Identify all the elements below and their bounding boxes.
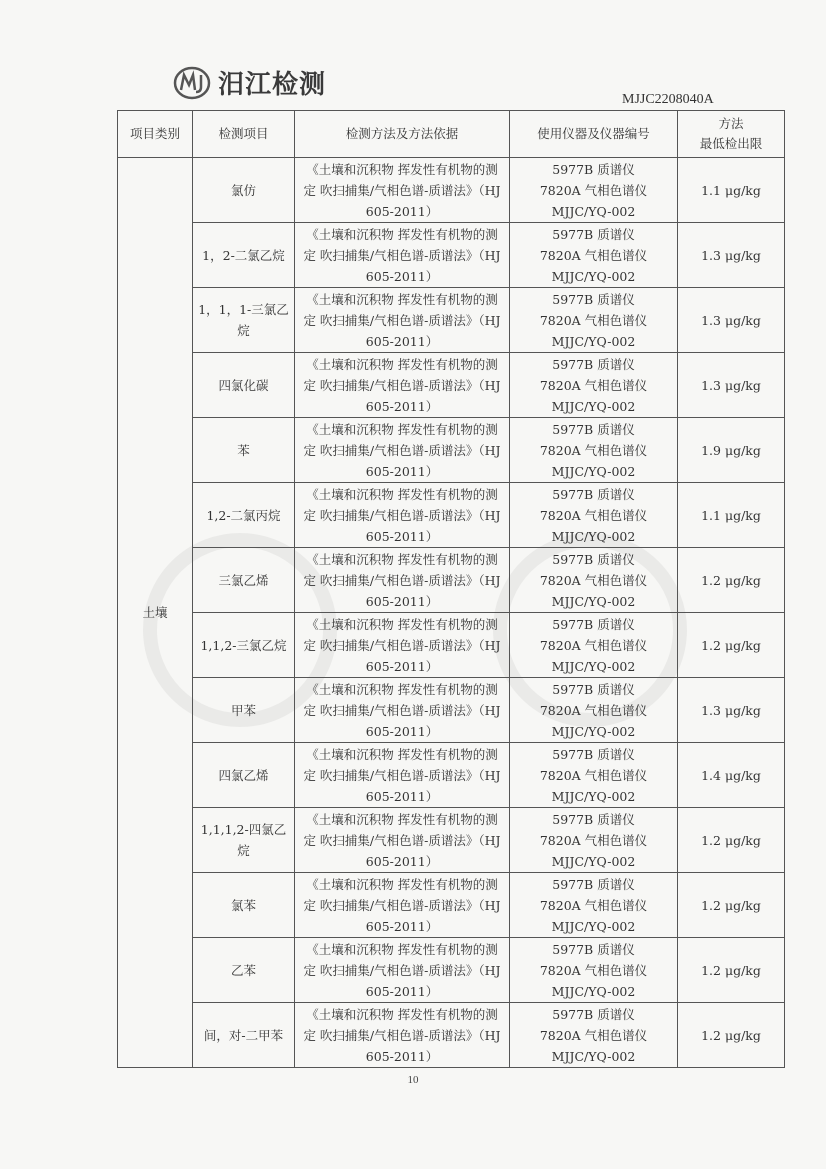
method-cell: 《土壤和沉积物 挥发性有机物的测定 吹扫捕集/气相色谱-质谱法》（HJ 605-2011） bbox=[295, 1003, 510, 1068]
limit-cell: 1.2 μg/kg bbox=[678, 1003, 785, 1068]
detection-item-cell: 四氯化碳 bbox=[193, 353, 295, 418]
detection-item-cell: 氯仿 bbox=[193, 158, 295, 223]
table-row bbox=[118, 288, 785, 353]
limit-cell: 1.3 μg/kg bbox=[678, 678, 785, 743]
method-cell: 《土壤和沉积物 挥发性有机物的测定 吹扫捕集/气相色谱-质谱法》（HJ 605-2011） bbox=[295, 288, 510, 353]
company-logo-icon bbox=[172, 65, 212, 101]
instrument-cell: 5977B 质谱仪 7820A 气相色谱仪 MJJC/YQ-002 bbox=[510, 288, 678, 353]
table-row bbox=[118, 483, 785, 548]
header-method: 检测方法及方法依据 bbox=[295, 111, 510, 158]
detection-item-cell: 1,1,1,2-四氯乙烷 bbox=[193, 808, 295, 873]
limit-cell: 1.2 μg/kg bbox=[678, 808, 785, 873]
limit-cell: 1.2 μg/kg bbox=[678, 613, 785, 678]
instrument-cell: 5977B 质谱仪 7820A 气相色谱仪 MJJC/YQ-002 bbox=[510, 548, 678, 613]
table-row bbox=[118, 938, 785, 1003]
method-cell: 《土壤和沉积物 挥发性有机物的测定 吹扫捕集/气相色谱-质谱法》（HJ 605-2011） bbox=[295, 613, 510, 678]
company-name: 汨江检测 bbox=[218, 70, 327, 100]
table-row bbox=[118, 548, 785, 613]
table-row bbox=[118, 223, 785, 288]
limit-cell: 1.3 μg/kg bbox=[678, 288, 785, 353]
instrument-cell: 5977B 质谱仪 7820A 气相色谱仪 MJJC/YQ-002 bbox=[510, 678, 678, 743]
limit-cell: 1.2 μg/kg bbox=[678, 873, 785, 938]
table-row bbox=[118, 158, 785, 223]
method-cell: 《土壤和沉积物 挥发性有机物的测定 吹扫捕集/气相色谱-质谱法》（HJ 605-2011） bbox=[295, 548, 510, 613]
method-cell: 《土壤和沉积物 挥发性有机物的测定 吹扫捕集/气相色谱-质谱法》（HJ 605-2011） bbox=[295, 353, 510, 418]
instrument-cell: 5977B 质谱仪 7820A 气相色谱仪 MJJC/YQ-002 bbox=[510, 1003, 678, 1068]
detection-item-cell: 氯苯 bbox=[193, 873, 295, 938]
method-cell: 《土壤和沉积物 挥发性有机物的测定 吹扫捕集/气相色谱-质谱法》（HJ 605-2011） bbox=[295, 938, 510, 1003]
category-cell: 土壤 bbox=[118, 158, 193, 1068]
detection-method-table bbox=[117, 110, 785, 1068]
header-limit bbox=[678, 111, 785, 158]
instrument-cell: 5977B 质谱仪 7820A 气相色谱仪 MJJC/YQ-002 bbox=[510, 808, 678, 873]
limit-cell: 1.2 μg/kg bbox=[678, 548, 785, 613]
table-row bbox=[118, 418, 785, 483]
header-limit-line1: 方法 bbox=[718, 116, 744, 131]
detection-item-cell: 1，1，1-三氯乙烷 bbox=[193, 288, 295, 353]
limit-cell: 1.9 μg/kg bbox=[678, 418, 785, 483]
table-row bbox=[118, 353, 785, 418]
detection-item-cell: 乙苯 bbox=[193, 938, 295, 1003]
method-cell: 《土壤和沉积物 挥发性有机物的测定 吹扫捕集/气相色谱-质谱法》（HJ 605-2011） bbox=[295, 418, 510, 483]
limit-cell: 1.4 μg/kg bbox=[678, 743, 785, 808]
table-row bbox=[118, 743, 785, 808]
detection-item-cell: 四氯乙烯 bbox=[193, 743, 295, 808]
table-body bbox=[118, 158, 785, 1068]
instrument-cell: 5977B 质谱仪 7820A 气相色谱仪 MJJC/YQ-002 bbox=[510, 938, 678, 1003]
table-row bbox=[118, 613, 785, 678]
method-cell: 《土壤和沉积物 挥发性有机物的测定 吹扫捕集/气相色谱-质谱法》（HJ 605-2011） bbox=[295, 223, 510, 288]
limit-cell: 1.1 μg/kg bbox=[678, 158, 785, 223]
detection-item-cell: 间，对-二甲苯 bbox=[193, 1003, 295, 1068]
method-cell: 《土壤和沉积物 挥发性有机物的测定 吹扫捕集/气相色谱-质谱法》（HJ 605-2011） bbox=[295, 158, 510, 223]
detection-item-cell: 1,1,2-三氯乙烷 bbox=[193, 613, 295, 678]
limit-cell: 1.1 μg/kg bbox=[678, 483, 785, 548]
method-cell: 《土壤和沉积物 挥发性有机物的测定 吹扫捕集/气相色谱-质谱法》（HJ 605-2011） bbox=[295, 808, 510, 873]
instrument-cell: 5977B 质谱仪 7820A 气相色谱仪 MJJC/YQ-002 bbox=[510, 743, 678, 808]
instrument-cell: 5977B 质谱仪 7820A 气相色谱仪 MJJC/YQ-002 bbox=[510, 353, 678, 418]
method-cell: 《土壤和沉积物 挥发性有机物的测定 吹扫捕集/气相色谱-质谱法》（HJ 605-2011） bbox=[295, 873, 510, 938]
limit-cell: 1.2 μg/kg bbox=[678, 938, 785, 1003]
instrument-cell: 5977B 质谱仪 7820A 气相色谱仪 MJJC/YQ-002 bbox=[510, 418, 678, 483]
page-number: 10 bbox=[407, 1074, 419, 1086]
method-cell: 《土壤和沉积物 挥发性有机物的测定 吹扫捕集/气相色谱-质谱法》（HJ 605-2011） bbox=[295, 743, 510, 808]
instrument-cell: 5977B 质谱仪 7820A 气相色谱仪 MJJC/YQ-002 bbox=[510, 483, 678, 548]
instrument-cell: 5977B 质谱仪 7820A 气相色谱仪 MJJC/YQ-002 bbox=[510, 873, 678, 938]
header-category: 项目类别 bbox=[118, 111, 193, 158]
instrument-cell: 5977B 质谱仪 7820A 气相色谱仪 MJJC/YQ-002 bbox=[510, 613, 678, 678]
report-number: MJJC2208040A bbox=[622, 92, 714, 107]
detection-item-cell: 1,2-二氯丙烷 bbox=[193, 483, 295, 548]
limit-cell: 1.3 μg/kg bbox=[678, 353, 785, 418]
company-logo bbox=[172, 64, 326, 101]
limit-cell: 1.3 μg/kg bbox=[678, 223, 785, 288]
instrument-cell: 5977B 质谱仪 7820A 气相色谱仪 MJJC/YQ-002 bbox=[510, 223, 678, 288]
table-row bbox=[118, 808, 785, 873]
header-instrument: 使用仪器及仪器编号 bbox=[510, 111, 678, 158]
table-row bbox=[118, 873, 785, 938]
header-limit-line2: 最低检出限 bbox=[699, 136, 763, 151]
table-row bbox=[118, 678, 785, 743]
detection-item-cell: 1，2-二氯乙烷 bbox=[193, 223, 295, 288]
table-row bbox=[118, 1003, 785, 1068]
header-item: 检测项目 bbox=[193, 111, 295, 158]
detection-item-cell: 三氯乙烯 bbox=[193, 548, 295, 613]
method-cell: 《土壤和沉积物 挥发性有机物的测定 吹扫捕集/气相色谱-质谱法》（HJ 605-2011） bbox=[295, 483, 510, 548]
table-header-row bbox=[118, 111, 785, 158]
detection-item-cell: 甲苯 bbox=[193, 678, 295, 743]
detection-item-cell: 苯 bbox=[193, 418, 295, 483]
instrument-cell: 5977B 质谱仪 7820A 气相色谱仪 MJJC/YQ-002 bbox=[510, 158, 678, 223]
method-cell: 《土壤和沉积物 挥发性有机物的测定 吹扫捕集/气相色谱-质谱法》（HJ 605-2011） bbox=[295, 678, 510, 743]
